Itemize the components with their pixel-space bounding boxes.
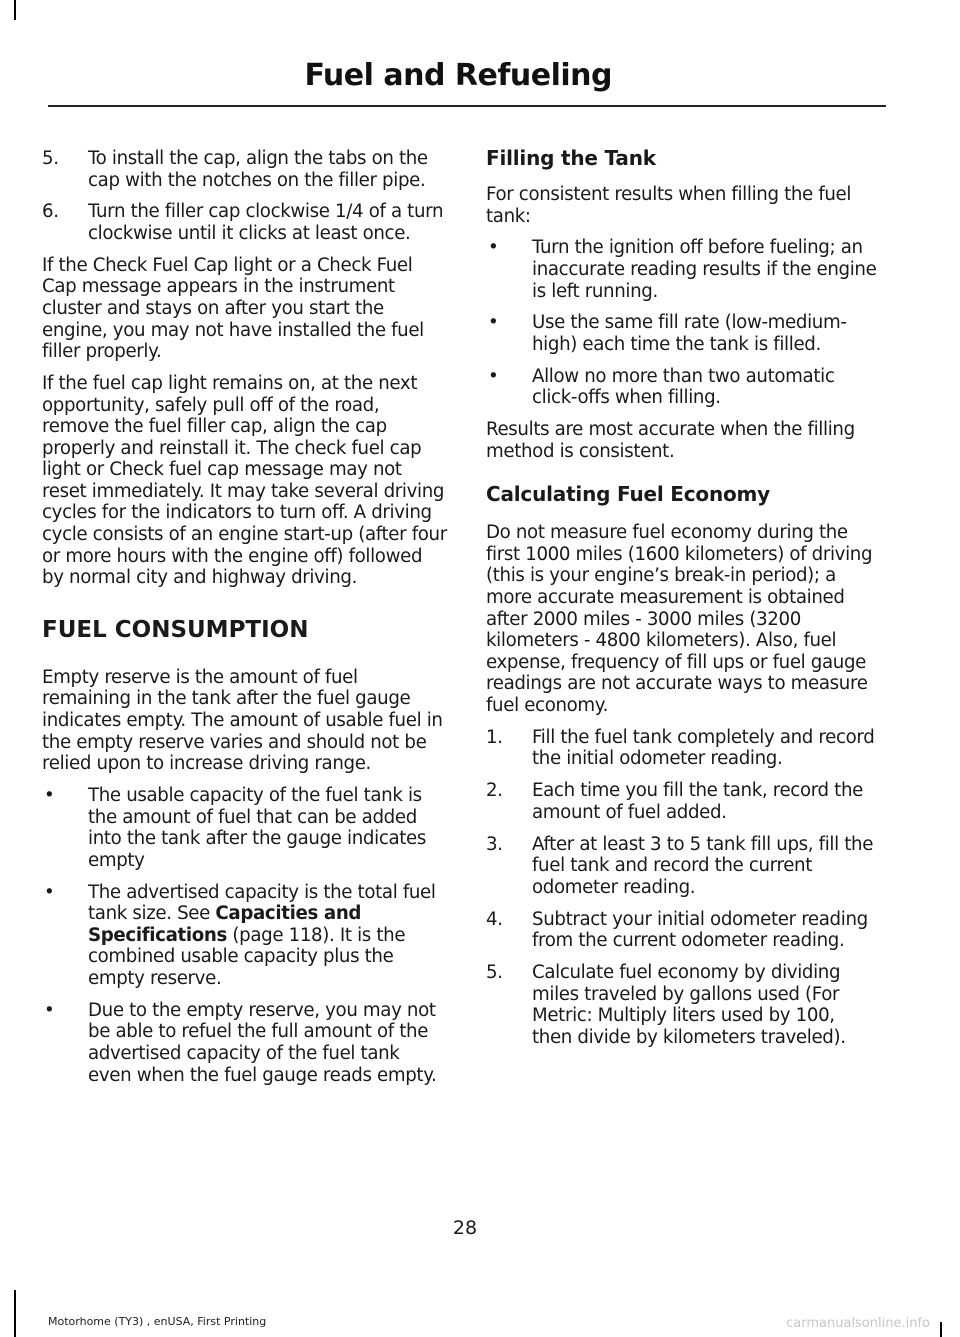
step-item (486, 727, 880, 770)
bullet-item (486, 366, 880, 409)
step-item (486, 780, 880, 823)
crop-mark-bottom-left (14, 1290, 16, 1337)
crop-mark-top-left (14, 0, 16, 20)
bullet-item (42, 882, 447, 990)
step-number: 5. (486, 961, 503, 983)
bullet-item (42, 1000, 447, 1086)
bullet-text: Use the same fill rate (low-medium-high) each time the tank is filled. (532, 312, 847, 355)
step-number: 6. (42, 201, 59, 223)
step-text: Fill the fuel tank completely and record the initial odometer reading. (532, 726, 875, 770)
section-heading-fuel-consumption: FUEL CONSUMPTION (42, 616, 309, 643)
step-text: Turn the filler cap clockwise 1/4 of a turn clockwise until it clicks at least once. (88, 201, 444, 244)
bullet-text: The usable capacity of the fuel tank is the amount of fuel that can be added into the tank after the gauge indicates empty (88, 785, 427, 871)
bullet-item (42, 785, 447, 871)
bullet-glyph: • (488, 312, 499, 334)
calc-intro: Do not measure fuel economy during the first 1000 miles (1600 kilometers) of driving (this is your engine’s break-in period); a more accurate measurement is obtained after 2000 miles - 3000 miles (3200 kilometers - 4800 kilometers). Also, fuel expense, frequency of fill ups or fuel gauge readings are not accurate ways to measure fuel economy. (486, 522, 873, 717)
install-cap-steps (42, 148, 447, 245)
heading-filling-the-tank: Filling the Tank (486, 146, 656, 170)
bullet-glyph: • (44, 881, 55, 903)
filling-bullets (486, 237, 880, 409)
footer-edition: Motorhome (TY3) , enUSA, First Printing (48, 1315, 267, 1328)
bullet-text-pre: The advertised capacity is the total fuel tank size. See (88, 881, 436, 925)
step-item (42, 201, 447, 244)
calc-steps (486, 727, 880, 1048)
watermark: carmanualsonline.info (786, 1316, 930, 1331)
header-divider (48, 105, 886, 107)
step-text: Calculate fuel economy by dividing miles traveled by gallons used (For Metric: Multiply liters used by 100, then divide by kilometers traveled). (532, 961, 846, 1048)
fuel-cap-light-paragraph: If the fuel cap light remains on, at the next opportunity, safely pull off of the road, remove the fuel filler cap, align the cap properly and reinstall it. The check fuel cap light or Check fuel cap message may not reset immediately. It may take several driving cycles for the indicators to turn off. A driving cycle consists of an engine start-up (after four or more hours with the engine off) followed by normal city and highway driving. (42, 372, 447, 589)
bullet-glyph: • (488, 237, 499, 259)
step-item (486, 834, 880, 899)
filling-intro: For consistent results when filling the fuel tank: (486, 184, 852, 227)
step-text: To install the cap, align the tabs on the cap with the notches on the filler pipe. (88, 148, 428, 191)
bullet-item (486, 237, 880, 302)
step-number: 5. (42, 148, 59, 169)
bullet-glyph: • (488, 365, 499, 387)
step-item (486, 962, 880, 1048)
heading-calculating-fuel-economy: Calculating Fuel Economy (486, 482, 771, 507)
bullet-item (486, 312, 880, 355)
step-item (42, 148, 447, 191)
bullet-text: Turn the ignition off before fueling; an inaccurate reading results if the engine is left running. (532, 237, 877, 302)
right-column (486, 146, 880, 1058)
step-item (486, 909, 880, 952)
empty-reserve-paragraph: Empty reserve is the amount of fuel remaining in the tank after the fuel gauge indicates empty. The amount of usable fuel in the empty reserve varies and should not be relied upon to increase driving range. (42, 666, 443, 775)
bullet-text-post: (page 118). It is the combined usable capacity plus the empty reserve. (88, 924, 406, 989)
bullet-text: Allow no more than two automatic click-offs when filling. (532, 365, 835, 409)
bullet-text: Due to the empty reserve, you may not be able to refuel the full amount of the advertised capacity of the fuel tank even when the fuel gauge reads empty. (88, 999, 437, 1086)
capacity-bullets (42, 785, 447, 1086)
crop-mark-bottom-right (940, 1322, 942, 1337)
capacities-specifications-link[interactable]: Capacities and Specifications (88, 903, 362, 946)
bullet-glyph: • (44, 999, 55, 1021)
bullet-glyph: • (44, 785, 55, 806)
step-number: 1. (486, 726, 503, 748)
step-text: Each time you fill the tank, record the amount of fuel added. (532, 780, 863, 823)
filling-outro: Results are most accurate when the filling method is consistent. (486, 419, 855, 462)
step-text: After at least 3 to 5 tank fill ups, fill the fuel tank and record the current odometer reading. (532, 833, 874, 898)
page-number: 28 (452, 1217, 478, 1239)
page-header-title: Fuel and Refueling (304, 58, 612, 93)
left-column (42, 148, 447, 1096)
check-fuel-cap-paragraph: If the Check Fuel Cap light or a Check Fuel Cap message appears in the instrument cluster and stays on after you start the engine, you may not have installed the fuel filler properly. (42, 254, 424, 363)
step-text: Subtract your initial odometer reading from the current odometer reading. (532, 908, 868, 952)
step-number: 4. (486, 908, 503, 930)
step-number: 2. (486, 780, 503, 802)
step-number: 3. (486, 833, 503, 855)
